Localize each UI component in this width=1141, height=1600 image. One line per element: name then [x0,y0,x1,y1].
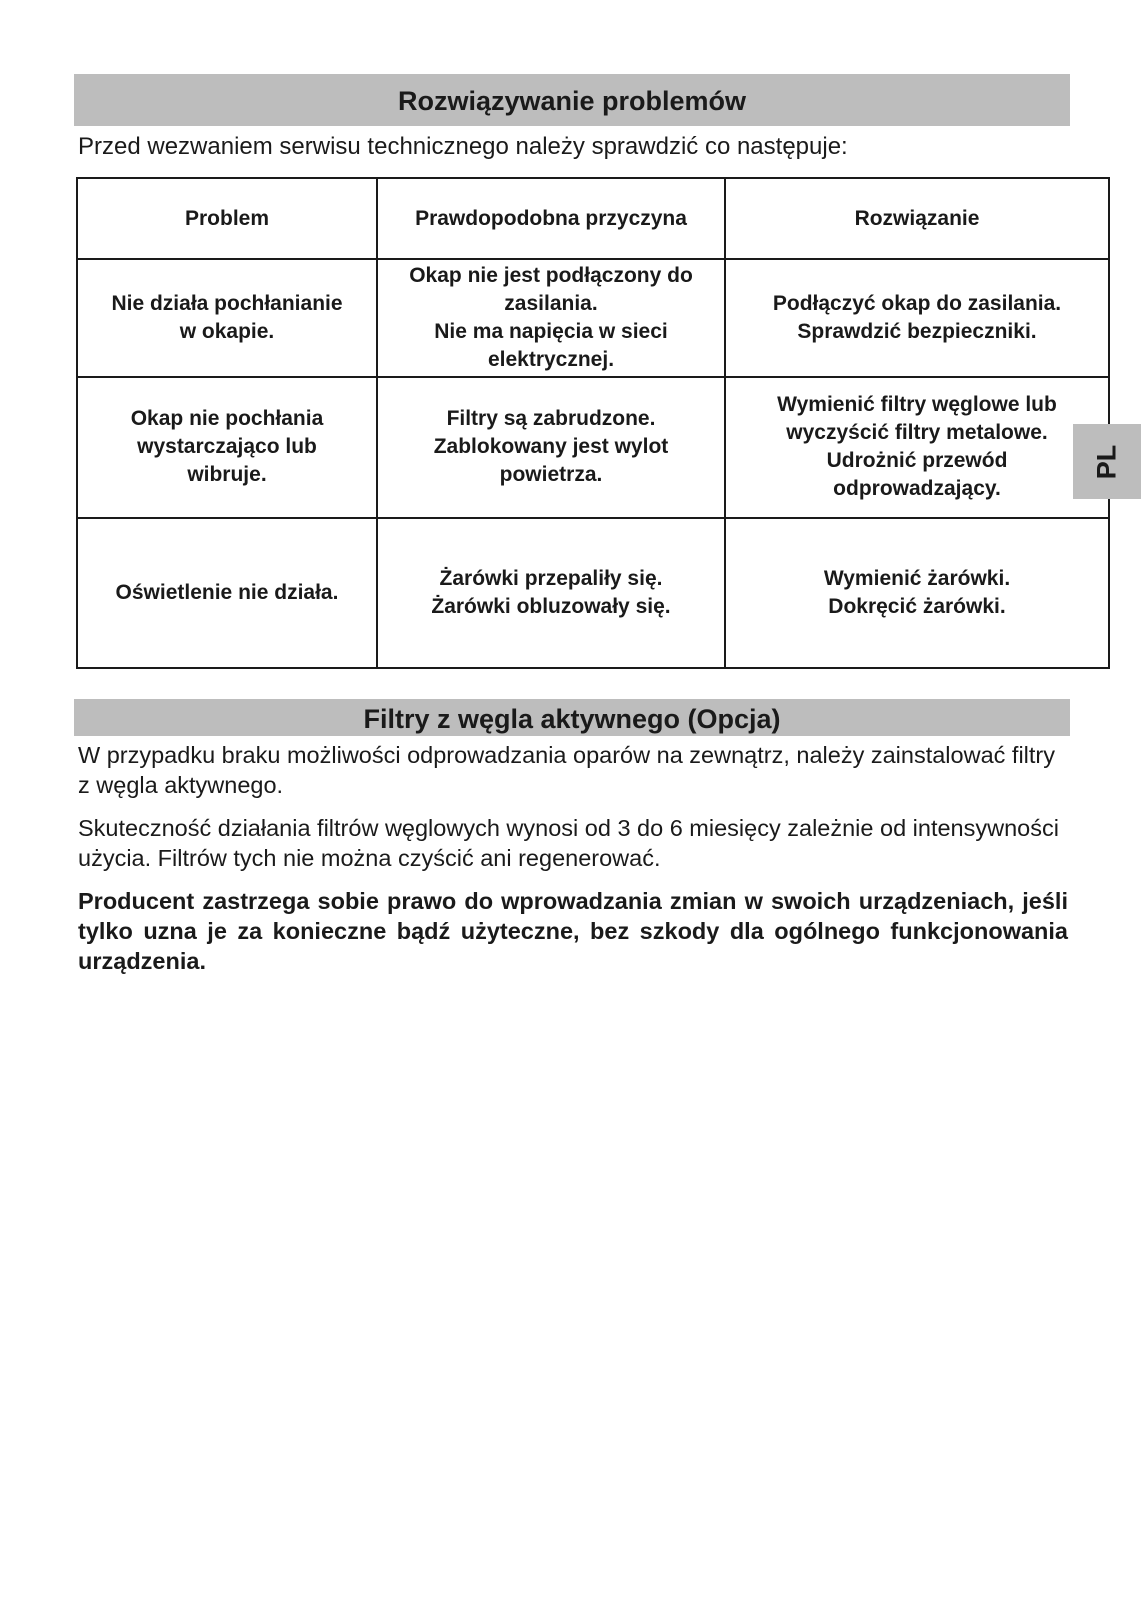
table-row [77,518,1109,668]
cell-line: Nie działa pochłanianie [111,292,343,316]
cell-line: Filtry są zabrudzone. [446,407,656,431]
cell-line: wibruje. [187,463,267,487]
language-tab [1073,424,1141,499]
cell-line: Wymienić żarówki. [823,566,1011,590]
cell-line: Zablokowany jest wylot [433,435,669,459]
header-cause: Prawdopodobna przyczyna [377,178,725,259]
cell-line: w okapie. [179,320,275,344]
cell-problem [77,259,377,377]
section-title-carbon-filters: Filtry z węgla aktywnego (Opcja) [74,699,1070,736]
cell-line: Sprawdzić bezpieczniki. [797,320,1037,344]
header-problem: Problem [77,178,377,259]
intro-text: Przed wezwaniem serwisu technicznego należy sprawdzić co następuje: [78,133,848,160]
cell-problem [77,377,377,517]
cell-cause [377,259,725,377]
cell-line: Oświetlenie nie działa. [115,580,339,604]
cell-cause [377,377,725,517]
cell-solution [725,518,1109,668]
table-row [77,377,1109,517]
cell-line: Dokręcić żarówki. [828,594,1006,618]
cell-line: Okap nie jest podłączony do [409,264,693,288]
cell-line: Nie ma napięcia w sieci [434,320,668,344]
manufacturer-notice: Producent zastrzega sobie prawo do wprowadzania zmian w swoich urządzeniach, jeśli tylko uzna je za konieczne bądź użyteczne, bez szkody dla ogólnego funkcjonowania urządzenia. [78,888,1068,974]
table-header-row [77,178,1109,259]
cell-line: Udrożnić przewód [826,449,1008,473]
cell-line: zasilania. [504,292,598,316]
cell-line: odprowadzający. [833,477,1001,501]
cell-line: powietrza. [499,463,603,487]
cell-line: wyczyścić filtry metalowe. [786,421,1048,445]
cell-line: wystarczająco lub [137,435,317,459]
cell-line: Podłączyć okap do zasilania. [772,292,1062,316]
header-solution: Rozwiązanie [725,178,1109,259]
cell-line: Wymienić filtry węglowe lub [777,393,1057,417]
cell-solution [725,377,1109,517]
cell-problem [77,518,377,668]
cell-cause [377,518,725,668]
cell-solution [725,259,1109,377]
paragraph: Skuteczność działania filtrów węglowych wynosi od 3 do 6 miesięcy zależnie od intensywności użycia. Filtrów tych nie można czyścić ani regenerować. [78,815,1059,871]
table-row [77,259,1109,377]
language-tab-label: PL [1091,444,1122,479]
cell-line: Okap nie pochłania [130,407,324,431]
paragraph: W przypadku braku możliwości odprowadzania oparów na zewnątrz, należy zainstalować filtry z węgla aktywnego. [78,742,1055,798]
troubleshooting-table [76,177,1110,669]
cell-line: Żarówki obluzowały się. [431,594,671,618]
cell-line: elektrycznej. [487,348,615,372]
cell-line: Żarówki przepaliły się. [439,566,663,590]
section-title-troubleshooting: Rozwiązywanie problemów [74,74,1070,126]
